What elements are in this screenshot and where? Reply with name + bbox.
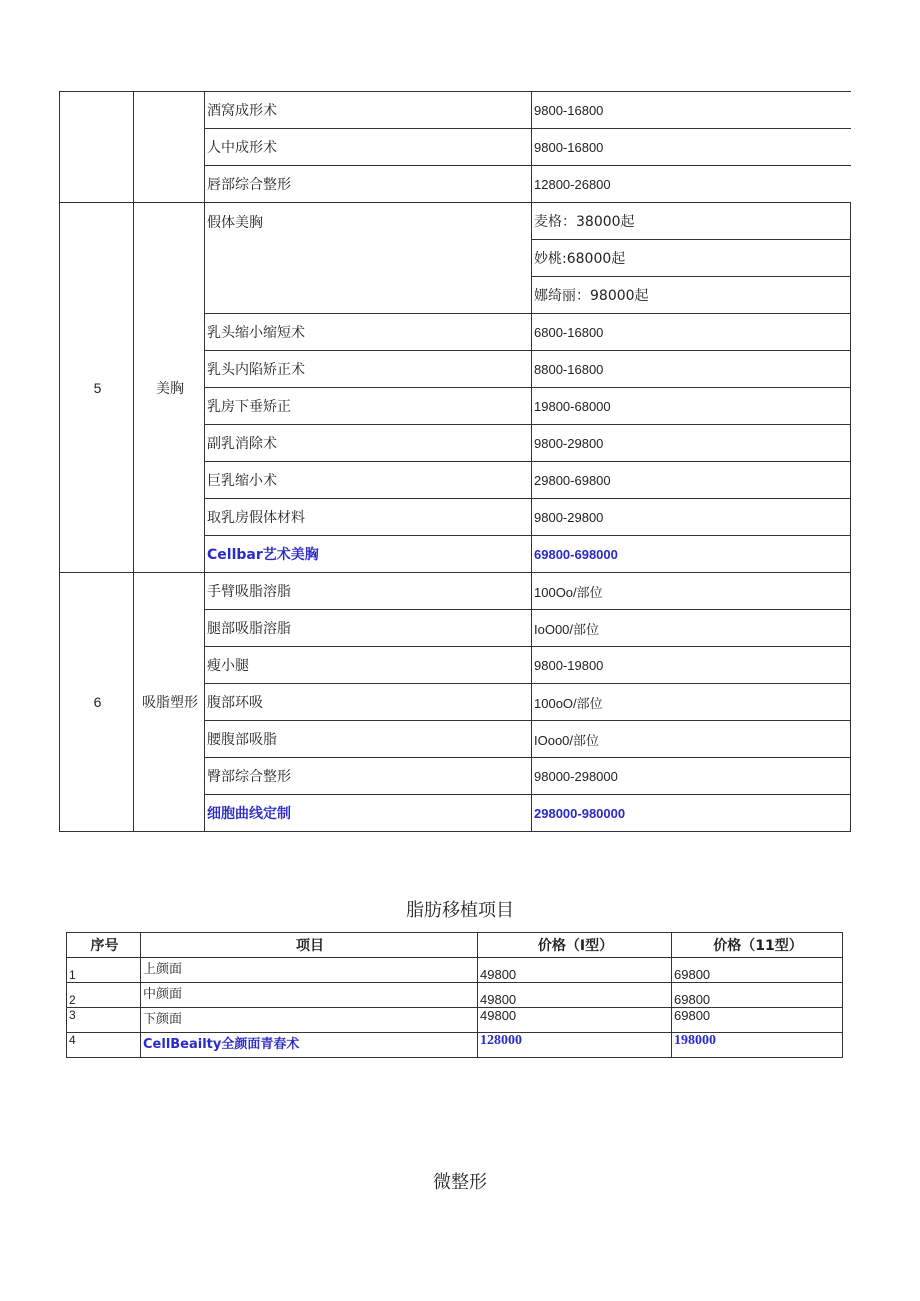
item-cell: 乳头内陷矫正术 bbox=[205, 351, 532, 388]
price-cell: IoO00/部位 bbox=[532, 610, 851, 647]
item-cell: 腰腹部吸脂 bbox=[205, 721, 532, 758]
row-number: 2 bbox=[67, 983, 141, 1008]
highlight-item-cell: 细胞曲线定制 bbox=[205, 795, 532, 832]
row-number: 3 bbox=[67, 1008, 141, 1033]
price-cell: 麦格：38000起 bbox=[532, 203, 851, 240]
price-cell: 9800-16800 bbox=[532, 129, 851, 166]
price-cell: 妙桃:68000起 bbox=[532, 240, 851, 277]
highlight-row-price-1: 128000 bbox=[478, 1033, 672, 1058]
table-row bbox=[60, 203, 851, 240]
row-item: 下颜面 bbox=[141, 1008, 478, 1033]
procedure-price-table bbox=[59, 91, 851, 832]
price-cell: 9800-19800 bbox=[532, 647, 851, 684]
table-row bbox=[60, 92, 851, 129]
table-row bbox=[67, 958, 843, 983]
row-price-1: 49800 bbox=[478, 983, 672, 1008]
price-cell: 29800-69800 bbox=[532, 462, 851, 499]
table-row bbox=[67, 1008, 843, 1033]
row-price-2: 69800 bbox=[672, 983, 843, 1008]
highlight-price-cell: 298000-980000 bbox=[532, 795, 851, 832]
highlight-row-item: CellBeailty全颜面青春术 bbox=[141, 1033, 478, 1058]
continued-number-cell bbox=[60, 92, 134, 203]
header-price-type-1: 价格（I型） bbox=[478, 933, 672, 958]
table-row bbox=[67, 983, 843, 1008]
price-cell: 9800-29800 bbox=[532, 425, 851, 462]
row-price-1: 49800 bbox=[478, 1008, 672, 1033]
item-cell: 臀部综合整形 bbox=[205, 758, 532, 795]
micro-plastic-title: 微整形 bbox=[433, 1172, 487, 1193]
row-item: 中颜面 bbox=[141, 983, 478, 1008]
item-cell: 巨乳缩小术 bbox=[205, 462, 532, 499]
price-cell: 19800-68000 bbox=[532, 388, 851, 425]
highlight-row-price-2: 198000 bbox=[672, 1033, 843, 1058]
item-cell: 酒窝成形术 bbox=[205, 92, 532, 129]
table-header-row bbox=[67, 933, 843, 958]
item-cell: 乳头缩小缩短术 bbox=[205, 314, 532, 351]
breast-number-cell: 5 bbox=[60, 203, 134, 573]
row-price-2: 69800 bbox=[672, 1008, 843, 1033]
item-cell: 腿部吸脂溶脂 bbox=[205, 610, 532, 647]
row-number: 4 bbox=[67, 1033, 141, 1058]
lipo-number-cell: 6 bbox=[60, 573, 134, 832]
header-number: 序号 bbox=[67, 933, 141, 958]
price-cell: 100Oo/部位 bbox=[532, 573, 851, 610]
table-row bbox=[67, 1033, 843, 1058]
price-cell: 娜绮丽：98000起 bbox=[532, 277, 851, 314]
price-cell: 98000-298000 bbox=[532, 758, 851, 795]
price-cell: 6800-16800 bbox=[532, 314, 851, 351]
header-price-type-2: 价格（11型） bbox=[672, 933, 843, 958]
price-cell: 9800-16800 bbox=[532, 92, 851, 129]
header-item: 项目 bbox=[141, 933, 478, 958]
row-price-1: 49800 bbox=[478, 958, 672, 983]
lipo-category-cell: 吸脂塑形 bbox=[134, 573, 205, 832]
item-cell: 乳房下垂矫正 bbox=[205, 388, 532, 425]
price-cell: 9800-29800 bbox=[532, 499, 851, 536]
table-row bbox=[60, 573, 851, 610]
highlight-item-cell: Cellbar艺术美胸 bbox=[205, 536, 532, 573]
item-cell: 唇部综合整形 bbox=[205, 166, 532, 203]
item-cell: 副乳消除术 bbox=[205, 425, 532, 462]
fat-transplant-title: 脂肪移植项目 bbox=[406, 900, 514, 921]
row-number: 1 bbox=[67, 958, 141, 983]
continued-category-cell bbox=[134, 92, 205, 203]
row-price-2: 69800 bbox=[672, 958, 843, 983]
row-item: 上颜面 bbox=[141, 958, 478, 983]
item-cell: 瘦小腿 bbox=[205, 647, 532, 684]
item-cell: 取乳房假体材料 bbox=[205, 499, 532, 536]
implant-item-cell: 假体美胸 bbox=[205, 203, 532, 314]
item-cell: 手臂吸脂溶脂 bbox=[205, 573, 532, 610]
price-cell: 8800-16800 bbox=[532, 351, 851, 388]
breast-category-cell: 美胸 bbox=[134, 203, 205, 573]
fat-transplant-table bbox=[66, 932, 843, 1058]
price-cell: 12800-26800 bbox=[532, 166, 851, 203]
item-cell: 腹部环吸 bbox=[205, 684, 532, 721]
item-cell: 人中成形术 bbox=[205, 129, 532, 166]
highlight-price-cell: 69800-698000 bbox=[532, 536, 851, 573]
price-cell: 100oO/部位 bbox=[532, 684, 851, 721]
price-cell: IOoo0/部位 bbox=[532, 721, 851, 758]
